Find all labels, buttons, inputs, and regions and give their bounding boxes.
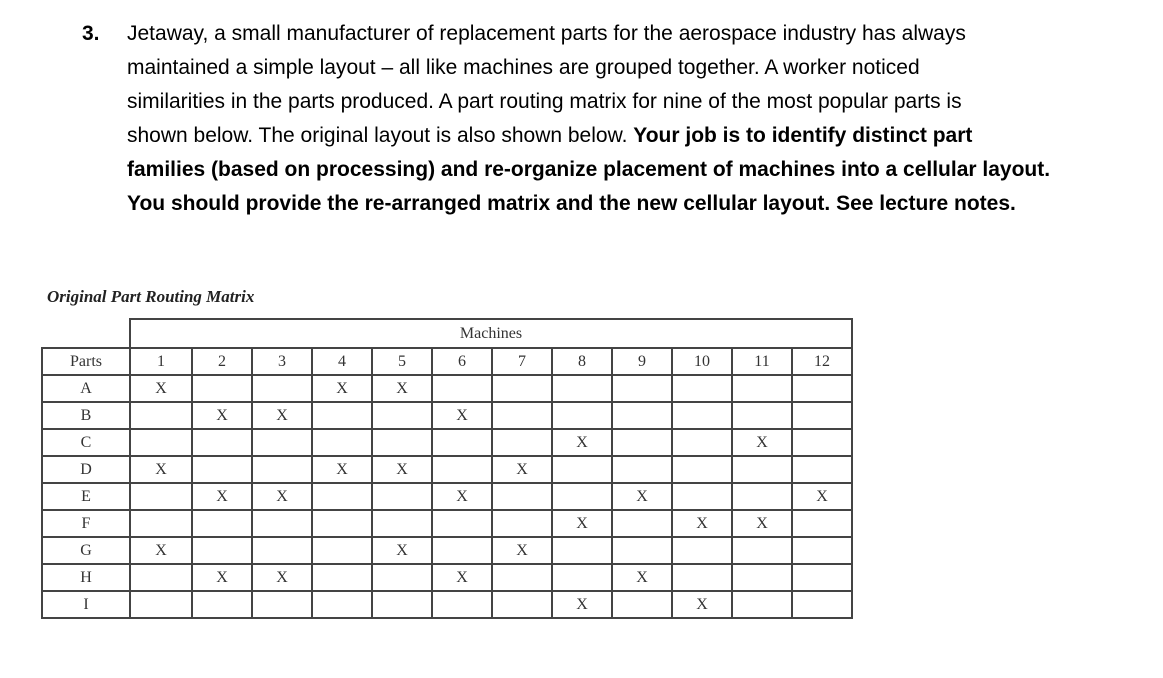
routing-cell bbox=[252, 375, 312, 402]
routing-cell bbox=[492, 402, 552, 429]
routing-cell bbox=[552, 456, 612, 483]
machine-number-cell: 10 bbox=[672, 348, 732, 375]
routing-cell bbox=[492, 429, 552, 456]
routing-cell: X bbox=[612, 564, 672, 591]
routing-cell: X bbox=[372, 375, 432, 402]
part-row bbox=[42, 483, 852, 510]
routing-cell: X bbox=[432, 483, 492, 510]
machine-number-cell: 1 bbox=[130, 348, 192, 375]
routing-cell bbox=[252, 537, 312, 564]
routing-cell: X bbox=[732, 510, 792, 537]
routing-cell: X bbox=[732, 429, 792, 456]
routing-cell bbox=[372, 402, 432, 429]
routing-cell bbox=[612, 537, 672, 564]
part-label-cell: I bbox=[42, 591, 130, 618]
routing-cell bbox=[192, 591, 252, 618]
routing-cell bbox=[372, 483, 432, 510]
routing-cell: X bbox=[492, 537, 552, 564]
routing-cell bbox=[312, 402, 372, 429]
part-label-cell: F bbox=[42, 510, 130, 537]
machine-number-cell: 4 bbox=[312, 348, 372, 375]
routing-cell bbox=[312, 537, 372, 564]
question-line: similarities in the parts produced. A part routing matrix for nine of the most popular parts is bbox=[127, 90, 962, 113]
routing-cell bbox=[432, 375, 492, 402]
routing-cell: X bbox=[672, 510, 732, 537]
part-label-cell: D bbox=[42, 456, 130, 483]
routing-cell bbox=[192, 429, 252, 456]
parts-header: Parts bbox=[42, 348, 130, 375]
routing-cell: X bbox=[492, 456, 552, 483]
routing-cell bbox=[792, 456, 852, 483]
routing-cell bbox=[312, 564, 372, 591]
routing-cell bbox=[792, 564, 852, 591]
routing-cell bbox=[672, 564, 732, 591]
routing-cell bbox=[612, 510, 672, 537]
routing-cell bbox=[732, 402, 792, 429]
routing-cell bbox=[792, 510, 852, 537]
part-label-cell: B bbox=[42, 402, 130, 429]
routing-cell: X bbox=[130, 456, 192, 483]
routing-cell: X bbox=[192, 483, 252, 510]
part-row bbox=[42, 429, 852, 456]
routing-cell: X bbox=[192, 564, 252, 591]
routing-cell bbox=[130, 510, 192, 537]
part-row bbox=[42, 537, 852, 564]
routing-cell bbox=[672, 456, 732, 483]
routing-cell bbox=[130, 591, 192, 618]
routing-cell bbox=[312, 429, 372, 456]
routing-cell bbox=[492, 483, 552, 510]
corner-cell bbox=[42, 319, 130, 348]
routing-cell bbox=[612, 375, 672, 402]
machine-number-cell: 2 bbox=[192, 348, 252, 375]
routing-cell bbox=[792, 429, 852, 456]
routing-cell: X bbox=[312, 456, 372, 483]
routing-cell bbox=[432, 591, 492, 618]
routing-cell bbox=[192, 537, 252, 564]
routing-cell bbox=[252, 591, 312, 618]
part-label-cell: A bbox=[42, 375, 130, 402]
question-line: maintained a simple layout – all like machines are grouped together. A worker noticed bbox=[127, 56, 920, 79]
routing-cell: X bbox=[252, 483, 312, 510]
routing-cell bbox=[732, 564, 792, 591]
machine-number-cell: 11 bbox=[732, 348, 792, 375]
routing-cell: X bbox=[372, 456, 432, 483]
routing-cell bbox=[492, 591, 552, 618]
routing-cell: X bbox=[252, 564, 312, 591]
routing-cell: X bbox=[432, 402, 492, 429]
routing-cell bbox=[672, 402, 732, 429]
question-emphasis: Your job is to identify distinct part bbox=[633, 124, 973, 147]
question-emphasis-line: You should provide the re-arranged matrix and the new cellular layout. See lecture notes. bbox=[127, 192, 1016, 215]
routing-cell bbox=[792, 402, 852, 429]
routing-cell bbox=[672, 429, 732, 456]
routing-cell: X bbox=[552, 429, 612, 456]
routing-cell bbox=[552, 483, 612, 510]
routing-cell bbox=[672, 483, 732, 510]
routing-cell bbox=[432, 537, 492, 564]
routing-cell bbox=[492, 564, 552, 591]
routing-cell bbox=[732, 456, 792, 483]
routing-cell bbox=[792, 537, 852, 564]
matrix-caption: Original Part Routing Matrix bbox=[47, 287, 255, 306]
routing-cell bbox=[192, 456, 252, 483]
question-line: Jetaway, a small manufacturer of replacement parts for the aerospace industry has always bbox=[127, 22, 966, 45]
routing-cell bbox=[612, 591, 672, 618]
routing-cell bbox=[312, 591, 372, 618]
routing-cell bbox=[432, 510, 492, 537]
routing-cell bbox=[252, 456, 312, 483]
machine-number-row bbox=[42, 348, 852, 375]
routing-cell: X bbox=[252, 402, 312, 429]
part-row bbox=[42, 591, 852, 618]
question-emphasis-line: families (based on processing) and re-organize placement of machines into a cellular layout. bbox=[127, 158, 1051, 181]
routing-cell bbox=[372, 429, 432, 456]
machines-header-row bbox=[42, 319, 852, 348]
routing-cell bbox=[192, 375, 252, 402]
routing-cell: X bbox=[432, 564, 492, 591]
routing-cell bbox=[552, 564, 612, 591]
routing-cell bbox=[372, 510, 432, 537]
routing-cell bbox=[732, 537, 792, 564]
routing-cell bbox=[130, 564, 192, 591]
machine-number-cell: 9 bbox=[612, 348, 672, 375]
routing-cell: X bbox=[552, 510, 612, 537]
machine-number-cell: 6 bbox=[432, 348, 492, 375]
part-row bbox=[42, 375, 852, 402]
routing-cell bbox=[672, 537, 732, 564]
routing-cell bbox=[732, 483, 792, 510]
routing-cell bbox=[130, 483, 192, 510]
routing-cell: X bbox=[552, 591, 612, 618]
question-block bbox=[82, 17, 1142, 221]
routing-cell bbox=[792, 375, 852, 402]
machine-number-cell: 5 bbox=[372, 348, 432, 375]
question-number: 3. bbox=[82, 22, 100, 45]
part-row bbox=[42, 564, 852, 591]
routing-cell bbox=[552, 537, 612, 564]
part-label-cell: C bbox=[42, 429, 130, 456]
part-row bbox=[42, 456, 852, 483]
routing-cell bbox=[252, 429, 312, 456]
routing-cell bbox=[312, 510, 372, 537]
routing-cell bbox=[732, 591, 792, 618]
routing-cell: X bbox=[312, 375, 372, 402]
routing-cell bbox=[312, 483, 372, 510]
machine-number-cell: 7 bbox=[492, 348, 552, 375]
machines-header: Machines bbox=[130, 319, 852, 348]
routing-cell bbox=[612, 429, 672, 456]
routing-cell bbox=[552, 375, 612, 402]
routing-cell bbox=[732, 375, 792, 402]
question-text bbox=[127, 17, 1142, 221]
part-row bbox=[42, 510, 852, 537]
routing-cell bbox=[372, 591, 432, 618]
routing-cell bbox=[432, 456, 492, 483]
routing-cell bbox=[792, 591, 852, 618]
routing-cell bbox=[252, 510, 312, 537]
routing-cell: X bbox=[372, 537, 432, 564]
question-line bbox=[127, 119, 1142, 153]
routing-cell bbox=[130, 429, 192, 456]
part-label-cell: H bbox=[42, 564, 130, 591]
machine-number-cell: 12 bbox=[792, 348, 852, 375]
routing-cell bbox=[130, 402, 192, 429]
routing-cell bbox=[432, 429, 492, 456]
part-label-cell: E bbox=[42, 483, 130, 510]
routing-cell bbox=[492, 510, 552, 537]
routing-cell bbox=[612, 456, 672, 483]
routing-cell bbox=[492, 375, 552, 402]
machine-number-cell: 8 bbox=[552, 348, 612, 375]
routing-cell bbox=[372, 564, 432, 591]
routing-cell bbox=[552, 402, 612, 429]
routing-cell: X bbox=[192, 402, 252, 429]
routing-cell bbox=[192, 510, 252, 537]
routing-cell: X bbox=[792, 483, 852, 510]
part-row bbox=[42, 402, 852, 429]
routing-cell bbox=[672, 375, 732, 402]
routing-cell bbox=[612, 402, 672, 429]
routing-cell: X bbox=[130, 375, 192, 402]
routing-cell: X bbox=[130, 537, 192, 564]
question-line-text: shown below. The original layout is also shown below. bbox=[127, 124, 634, 147]
machine-number-cell: 3 bbox=[252, 348, 312, 375]
matrix-body bbox=[42, 375, 852, 618]
routing-cell: X bbox=[672, 591, 732, 618]
part-routing-matrix bbox=[41, 318, 853, 619]
routing-cell: X bbox=[612, 483, 672, 510]
part-label-cell: G bbox=[42, 537, 130, 564]
